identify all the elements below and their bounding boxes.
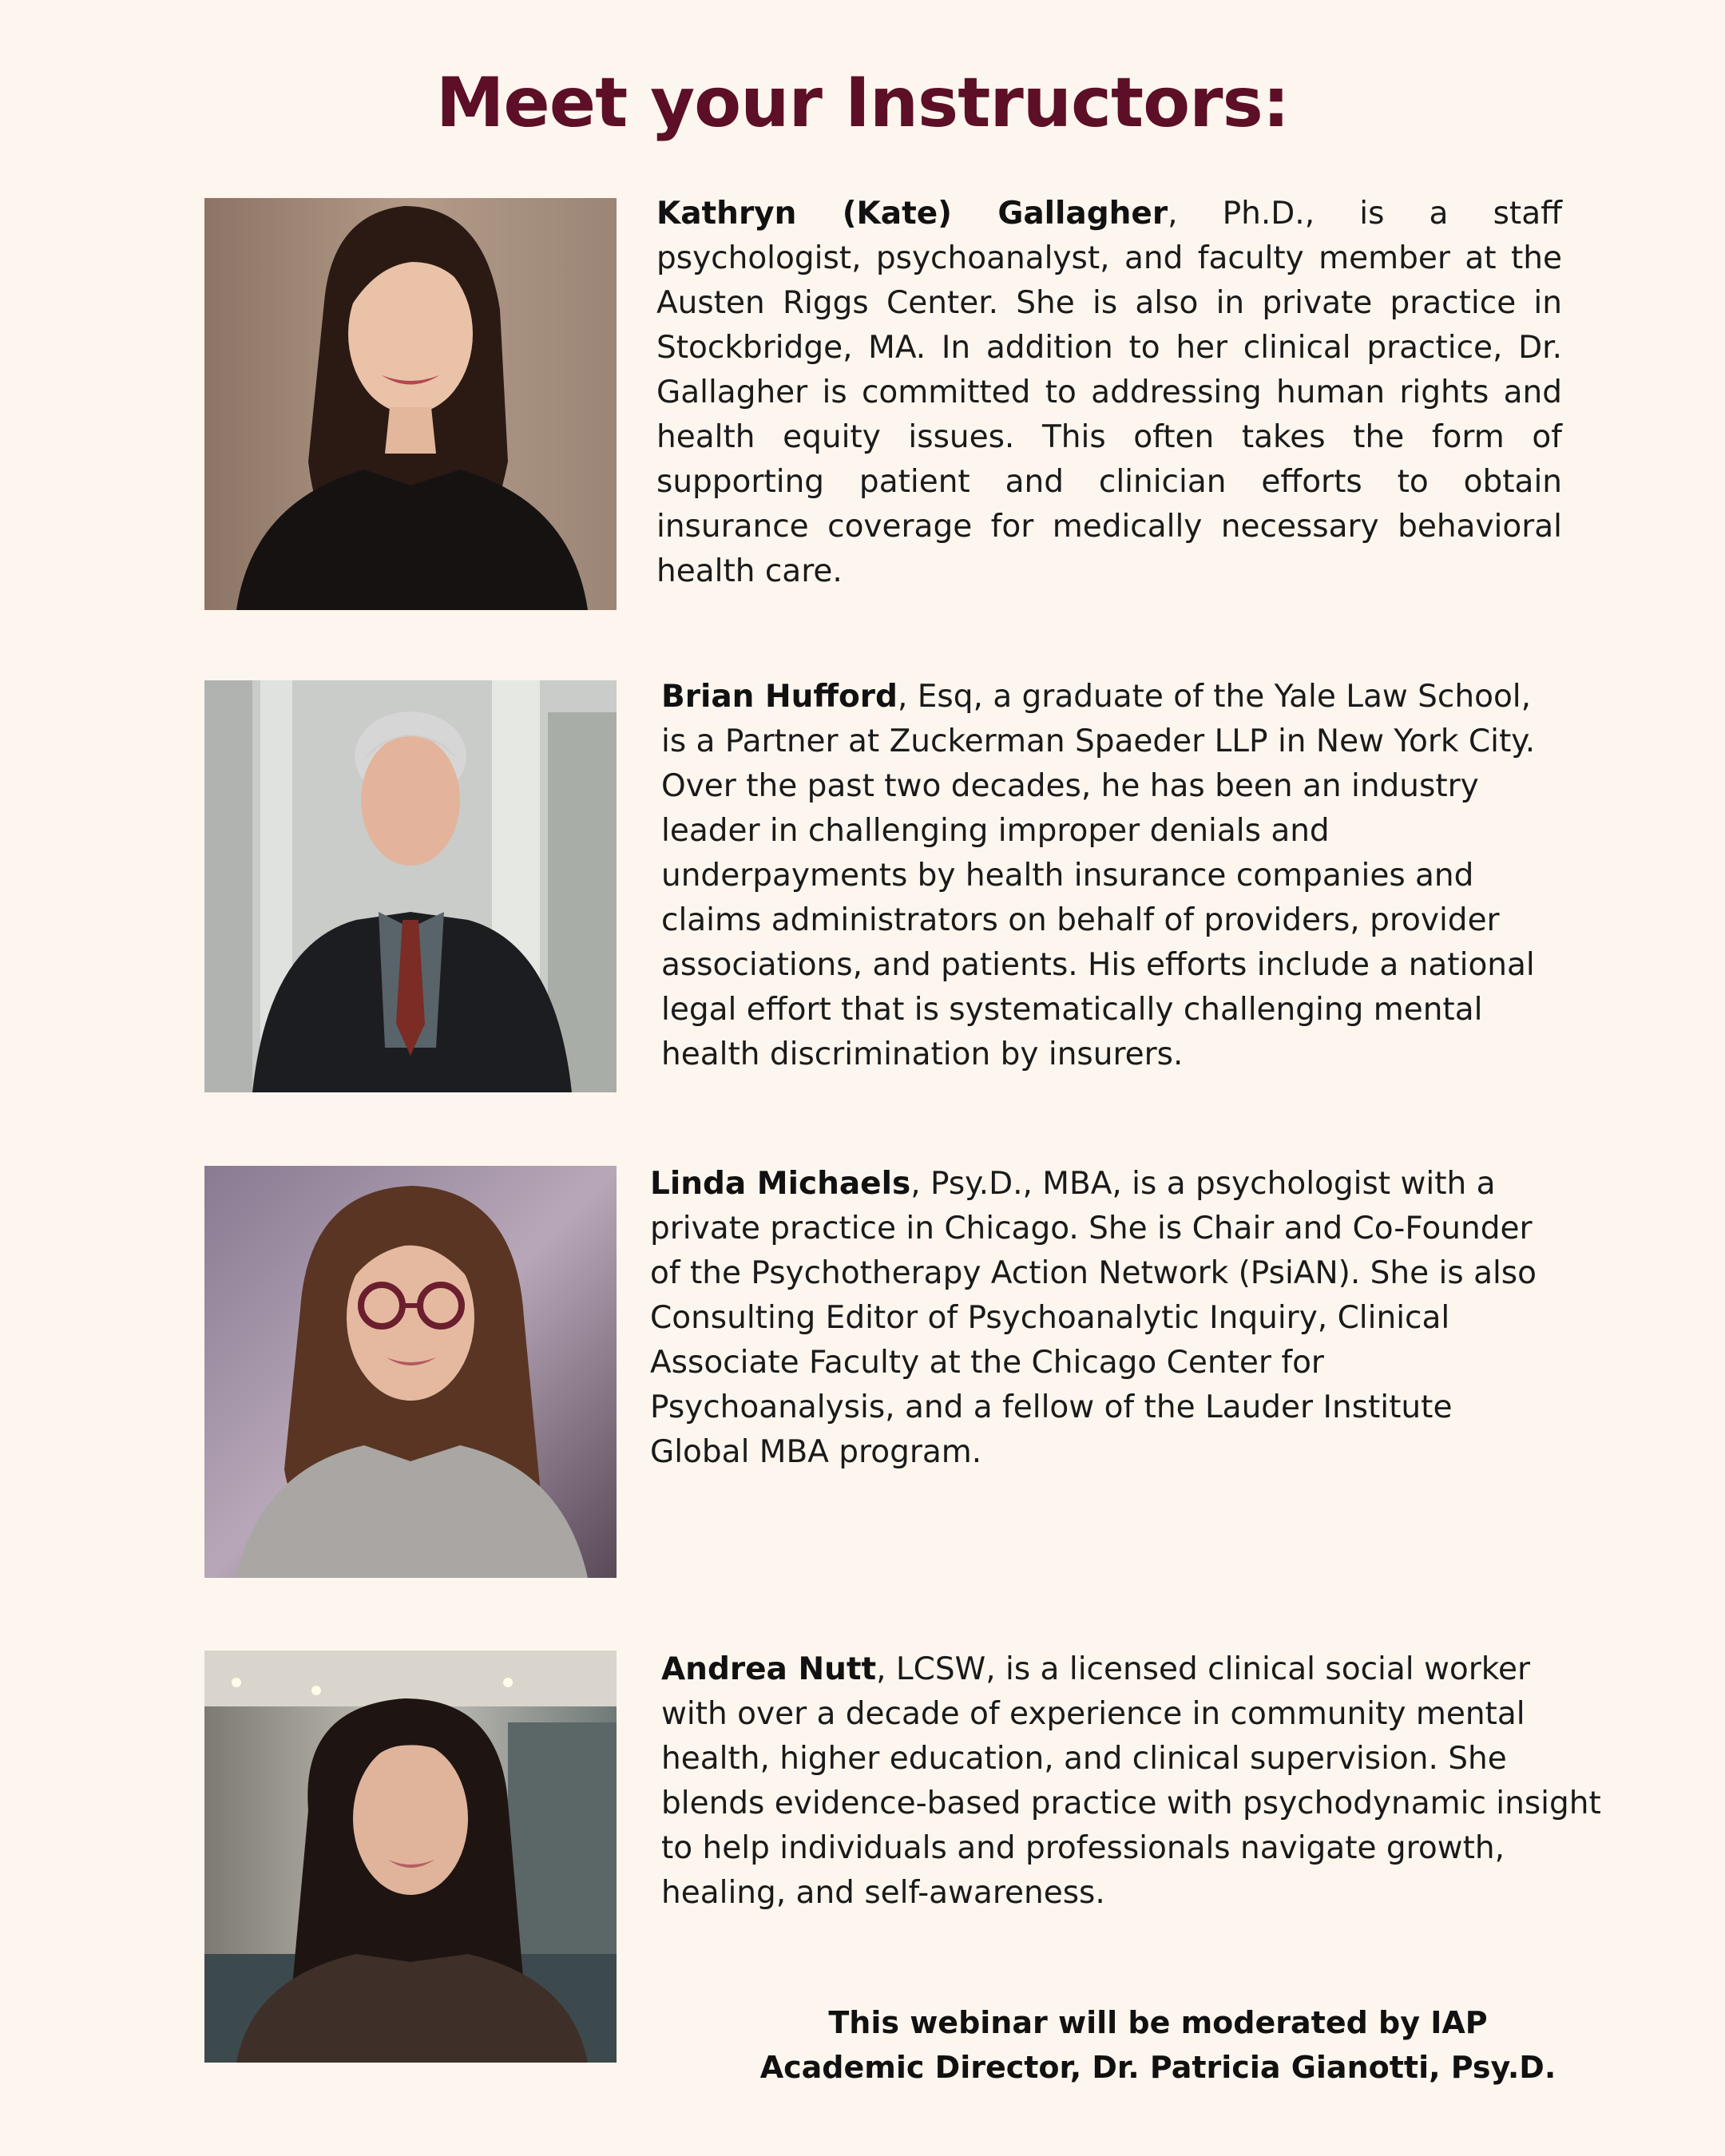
page-title: Meet your Instructors: bbox=[435, 63, 1290, 143]
instructor-name: Linda Michaels bbox=[650, 1166, 911, 1202]
instructor-name: Brian Hufford bbox=[661, 679, 898, 715]
instructor-bio-andrea-nutt bbox=[661, 1647, 1604, 1916]
instructor-bio-text: , Esq, a graduate of the Yale Law School, is a Partner at Zuckerman Spaeder LLP in New York City. Over the past two decades, he has been an industry leader in challenging improper denials and underpayments by health insurance companies and claims administrators on behalf of providers, provider associations, and patients. His efforts include a national legal effort that is systematically challenging mental health discrimination by insurers. bbox=[661, 679, 1536, 1072]
instructor-name: Andrea Nutt bbox=[661, 1651, 877, 1687]
instructor-name: Kathryn (Kate) Gallagher bbox=[656, 196, 1168, 232]
instructor-bio-kathryn-gallagher bbox=[656, 192, 1562, 594]
moderator-line-1: This webinar will be moderated by IAP bbox=[828, 2005, 1488, 2040]
moderator-line-2: Academic Director, Dr. Patricia Gianotti, Psy.D. bbox=[759, 2050, 1556, 2085]
instructor-photo-kathryn-gallagher bbox=[204, 198, 617, 610]
instructor-bio-text: , Psy.D., MBA, is a psychologist with a private practice in Chicago. She is Chair and Co-Founder of the Psychotherapy Action Network (PsiAN). She is also Consulting Editor of Psychoanalytic Inquiry, Clinical Associate Faculty at the Chicago Center for Psychoanalysis, and a fellow of the Lauder Institute Global MBA program. bbox=[650, 1166, 1537, 1470]
moderator-note bbox=[719, 2000, 1597, 2090]
instructor-photo-andrea-nutt bbox=[204, 1651, 617, 2063]
instructor-photo-brian-hufford bbox=[204, 680, 617, 1092]
instructor-bio-linda-michaels bbox=[650, 1162, 1560, 1475]
instructor-bio-text: , LCSW, is a licensed clinical social worker with over a decade of experience in community mental health, higher education, and clinical supervision. She blends evidence-based practice with psychodynamic insight to help individuals and professionals navigate growth, healing, and self-awareness. bbox=[661, 1651, 1601, 1911]
instructor-bio-text: , Ph.D., is a staff psychologist, psychoanalyst, and faculty member at the Austen Riggs Center. She is also in private practice in Stockbridge, MA. In addition to her clinical practice, Dr. Gallagher is committed to addressing human rights and health equity issues. This often takes the form of supporting patient and clinician efforts to obtain insurance coverage for medically necessary behavioral health care. bbox=[656, 196, 1562, 589]
instructor-photo-linda-michaels bbox=[204, 1166, 617, 1578]
instructor-bio-brian-hufford bbox=[661, 675, 1564, 1077]
